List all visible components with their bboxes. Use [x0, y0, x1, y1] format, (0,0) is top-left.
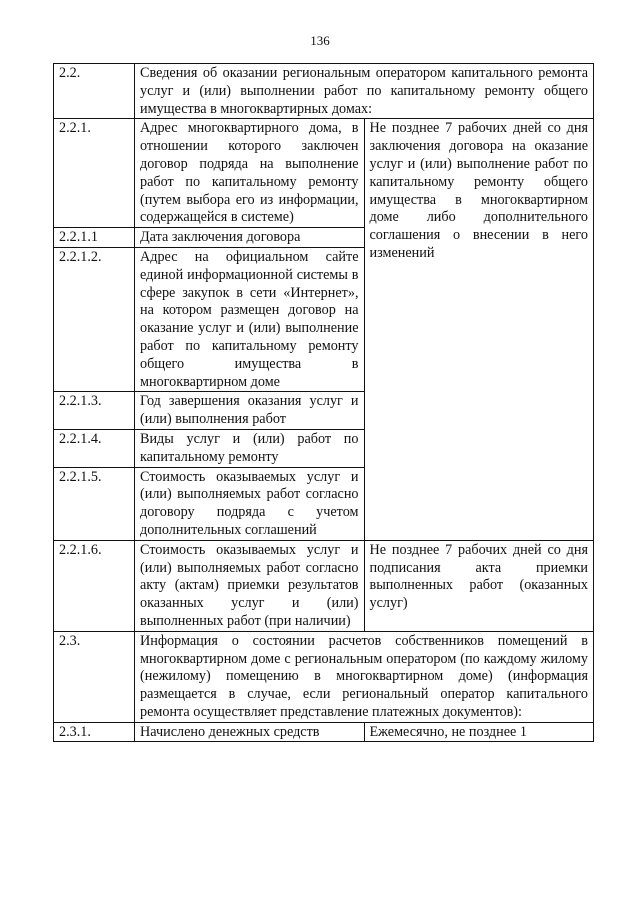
- row-number: 2.3.: [54, 631, 135, 722]
- table-row-2-3: [54, 631, 594, 722]
- row-description: Стоимость оказываемых услуг и (или) выполняемых работ согласно акту (актам) приемки результатов оказанных услуг и (или) выполненных работ (при наличии): [135, 540, 365, 631]
- row-number: 2.2.1.5.: [54, 467, 135, 540]
- row-number: 2.2.1.2.: [54, 247, 135, 391]
- row-number: 2.2.1.4.: [54, 429, 135, 467]
- table-row-2-2: [54, 64, 594, 119]
- row-number: 2.2.1.3.: [54, 392, 135, 430]
- row-number: 2.3.1.: [54, 722, 135, 742]
- table-row-2-2-1: [54, 119, 594, 228]
- table-row-2-3-1: [54, 722, 594, 742]
- row-description: Год завершения оказания услуг и (или) выполнения работ: [135, 392, 365, 430]
- page-number: 136: [310, 33, 330, 48]
- row-description: Стоимость оказываемых услуг и (или) выполняемых работ согласно договору подряда с учетом дополнительных соглашений: [135, 467, 365, 540]
- deadline-cell: Не позднее 7 рабочих дней со дня заключения договора на оказание услуг и (или) выполнение работ по капитальному ремонту общего имущества в многоквартирном доме либо дополнительного соглашения о внесении в него изменений: [364, 119, 594, 540]
- requirements-table: [53, 63, 594, 742]
- row-description: Виды услуг и (или) работ по капитальному ремонту: [135, 429, 365, 467]
- row-number: 2.2.: [54, 64, 135, 119]
- row-description: Адрес многоквартирного дома, в отношении которого заключен договор подряда на выполнение работ по капитальному ремонту (путем выбора его из информации, содержащейся в системе): [135, 119, 365, 228]
- row-number: 2.2.1.1: [54, 228, 135, 248]
- row-description: Дата заключения договора: [135, 228, 365, 248]
- row-description: Адрес на официальном сайте единой информационной системы в сфере закупок в сети «Интернет», на котором размещен договор на оказание услуг и (или) выполнение работ по капитальному ремонту общего имущества в многоквартирном доме: [135, 247, 365, 391]
- row-number: 2.2.1.6.: [54, 540, 135, 631]
- row-number: 2.2.1.: [54, 119, 135, 228]
- section-heading: Информация о состоянии расчетов собственников помещений в многоквартирном доме с региональным оператором (по каждому жилому (нежилому) помещению в многоквартирном доме) (информация размещается в случае, если региональный оператор капитального ремонта осуществляет представление платежных документов):: [135, 631, 594, 722]
- table-row-2-2-1-6: [54, 540, 594, 631]
- deadline-cell: Не позднее 7 рабочих дней со дня подписания акта приемки выполненных работ (оказанных услуг): [364, 540, 594, 631]
- row-description: Начислено денежных средств: [135, 722, 365, 742]
- section-heading: Сведения об оказании региональным оператором капитального ремонта услуг и (или) выполнении работ по капитальному ремонту общего имущества в многоквартирных домах:: [135, 64, 594, 119]
- deadline-cell: Ежемесячно, не позднее 1: [364, 722, 594, 742]
